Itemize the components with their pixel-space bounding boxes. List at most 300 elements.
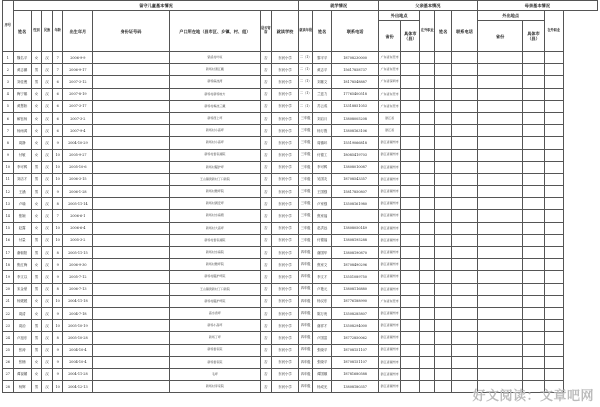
cell-father-city — [401, 283, 420, 295]
cell-grade: 四年级 — [299, 344, 313, 356]
cell-father-city — [401, 100, 420, 112]
cell-father-city — [401, 125, 420, 137]
cell-father-name: 卢家强 — [313, 198, 332, 210]
cell-father-phone: 18708151107 — [332, 344, 379, 356]
header-mother-phone: 联系电话 — [452, 11, 478, 52]
cell-child-name: 杨雨鸿 — [13, 125, 31, 137]
cell-school: 东河小学 — [271, 186, 299, 198]
cell-mother-name — [435, 100, 452, 112]
cell-age: 6 — [52, 112, 63, 124]
header-father-phone: 联系电话 — [332, 11, 379, 52]
site-watermark: 好文阅读：文章吧网 — [472, 389, 594, 404]
cell-gender: 女 — [31, 149, 42, 161]
register-table — [2, 0, 598, 393]
cell-seq: 18 — [3, 259, 14, 271]
cell-school: 东河小学 — [271, 381, 299, 393]
cell-father-phone: 13808180357 — [332, 381, 379, 393]
cell-mother-city — [523, 198, 544, 210]
cell-father-name: 杨成光 — [313, 381, 332, 393]
cell-id-no — [93, 173, 169, 185]
cell-mother-job — [544, 173, 563, 185]
children-register-sheet — [2, 0, 598, 393]
cell-child-name: 黄慧娇 — [13, 100, 31, 112]
cell-father-job — [420, 247, 435, 259]
cell-ethnicity: 汉 — [42, 295, 53, 307]
cell-child-name: 李文以 — [13, 271, 31, 283]
cell-child-name: 黄志鹏 — [13, 64, 31, 76]
cell-father-name: 黎平平 — [313, 52, 332, 64]
cell-mother-job — [544, 125, 563, 137]
header-dob-visible: 出生年月 — [63, 11, 93, 52]
cell-ethnicity: 汉 — [42, 234, 53, 246]
cell-mother-province — [477, 222, 523, 234]
cell-ethnicity: 汉 — [42, 381, 53, 393]
cell-mother-job — [544, 307, 563, 319]
cell-gender: 女 — [31, 307, 42, 319]
cell-age: 10 — [52, 234, 63, 246]
cell-seq: 3 — [3, 76, 14, 88]
cell-grade: 三年级 — [299, 112, 313, 124]
cell-dob: 2004-10-4 — [63, 344, 93, 356]
table-row — [3, 356, 598, 368]
cell-father-phone: 18781680588 — [332, 368, 379, 380]
cell-father-phone: 13508161980 — [332, 198, 379, 210]
cell-child-name: 宋金豪 — [13, 283, 31, 295]
cell-age: 9 — [52, 344, 63, 356]
cell-mother-name — [435, 320, 452, 332]
cell-father-city — [401, 356, 420, 368]
cell-grade: 三年级 — [299, 137, 313, 149]
cell-child-name: 周静 — [13, 137, 31, 149]
header-name: 姓名 — [13, 11, 31, 52]
cell-seq: 5 — [3, 100, 14, 112]
cell-mother-province — [477, 295, 523, 307]
cell-father-job — [420, 100, 435, 112]
cell-id-no — [93, 100, 169, 112]
cell-father-province: 浙江省 — [378, 125, 400, 137]
table-row — [3, 283, 598, 295]
cell-father-name: 焦家文 — [313, 259, 332, 271]
cell-seq: 25 — [3, 344, 14, 356]
cell-father-name: 李可鸭 — [313, 161, 332, 173]
cell-dob: 2004-7-18 — [63, 307, 93, 319]
cell-id-no — [93, 76, 169, 88]
cell-mother-job — [544, 283, 563, 295]
cell-father-city — [401, 234, 420, 246]
cell-age: 9 — [52, 368, 63, 380]
cell-mother-job — [544, 259, 563, 271]
cell-residence: 新场村李家院 — [169, 381, 260, 393]
cell-grade: 二（1） — [299, 88, 313, 100]
cell-id-no — [93, 64, 169, 76]
cell-dob: 2006-6-1 — [63, 210, 93, 222]
cell-child-name: 周治 — [13, 320, 31, 332]
cell-mother-province — [477, 356, 523, 368]
header-seq: 序号 — [3, 1, 14, 52]
cell-mother-city — [523, 64, 544, 76]
header-father-province: 省份 — [378, 21, 400, 52]
cell-father-city — [401, 259, 420, 271]
cell-mother-city — [523, 332, 544, 344]
cell-mother-job — [544, 222, 563, 234]
cell-mother-name — [435, 52, 452, 64]
cell-mother-name — [435, 234, 452, 246]
cell-grade: 二（1） — [299, 64, 313, 76]
cell-father-phone: 13808163106 — [332, 125, 379, 137]
table-row — [3, 307, 598, 319]
cell-seq: 2 — [3, 64, 14, 76]
cell-child-name: 焦红梅 — [13, 259, 31, 271]
cell-ethnicity: 汉 — [42, 332, 53, 344]
cell-seq: 8 — [3, 137, 14, 149]
cell-school: 东河小学 — [271, 52, 299, 64]
cell-mother-phone — [452, 271, 478, 283]
cell-father-name: 王国强 — [313, 186, 332, 198]
cell-boarding: 否 — [261, 259, 272, 271]
cell-residence: 新场雷家院 — [169, 356, 260, 368]
cell-seq: 10 — [3, 161, 14, 173]
cell-mother-province — [477, 332, 523, 344]
cell-mother-province — [477, 198, 523, 210]
cell-ethnicity: 汉 — [42, 210, 53, 222]
cell-father-province: 浙江省湖州市 — [378, 173, 400, 185]
cell-residence: 新场村瞄护坪院 — [169, 295, 260, 307]
cell-boarding: 否 — [261, 149, 272, 161]
cell-grade: 三年级 — [299, 234, 313, 246]
cell-grade: 四年级 — [299, 356, 313, 368]
cell-father-city — [401, 295, 420, 307]
cell-id-no — [93, 332, 169, 344]
cell-mother-job — [544, 234, 563, 246]
cell-gender: 女 — [31, 368, 42, 380]
cell-residence: 新场村小高坪 — [169, 137, 260, 149]
cell-gender: 女 — [31, 100, 42, 112]
cell-age: 10 — [52, 222, 63, 234]
cell-child-name: 王涵 — [13, 186, 31, 198]
cell-father-province: 浙江省湖州市 — [378, 271, 400, 283]
cell-boarding: 否 — [261, 210, 272, 222]
table-row — [3, 295, 598, 307]
cell-school: 东河小学 — [271, 344, 299, 356]
cell-mother-job — [544, 320, 563, 332]
cell-father-job — [420, 271, 435, 283]
cell-boarding: 否 — [261, 295, 272, 307]
cell-dob: 2006-3-15 — [63, 173, 93, 185]
cell-dob: 2005-3-2 — [63, 234, 93, 246]
cell-seq: 4 — [3, 88, 14, 100]
table-row — [3, 137, 598, 149]
cell-father-job — [420, 112, 435, 124]
cell-age: 8 — [52, 283, 63, 295]
cell-mother-job — [544, 332, 563, 344]
cell-grade: 三年级 — [299, 161, 313, 173]
cell-mother-job — [544, 247, 563, 259]
cell-mother-phone — [452, 222, 478, 234]
cell-boarding: 否 — [261, 125, 272, 137]
cell-father-province: 浙江省湖州市 — [378, 320, 400, 332]
cell-child-name: 刘店才 — [13, 173, 31, 185]
cell-father-province: 浙江省湖州市 — [378, 149, 400, 161]
table-row — [3, 344, 598, 356]
cell-gender: 男 — [31, 332, 42, 344]
cell-mother-name — [435, 259, 452, 271]
cell-residence: 新场村雷家湖院 — [169, 149, 260, 161]
cell-school: 东河小学 — [271, 356, 299, 368]
header-father-city: 具体市（县） — [401, 21, 420, 52]
cell-father-city — [401, 76, 420, 88]
cell-father-city — [401, 149, 420, 161]
cell-ethnicity: 汉 — [42, 112, 53, 124]
header-father-job: 在外职业 — [420, 11, 435, 52]
cell-seq: 26 — [3, 356, 14, 368]
cell-mother-province — [477, 344, 523, 356]
cell-mother-phone — [452, 64, 478, 76]
cell-age: 7 — [52, 210, 63, 222]
cell-father-job — [420, 222, 435, 234]
cell-mother-province — [477, 76, 523, 88]
cell-father-phone: 13808195288 — [332, 234, 379, 246]
cell-child-name: 卢瑜 — [13, 198, 31, 210]
cell-father-phone: 15617858737 — [332, 64, 379, 76]
cell-mother-city — [523, 125, 544, 137]
cell-id-no — [93, 125, 169, 137]
cell-father-name: 李文才 — [313, 271, 332, 283]
cell-grade: 二（1） — [299, 100, 313, 112]
header-id-no: 身份证号码 — [93, 11, 169, 52]
cell-ethnicity: 汉 — [42, 161, 53, 173]
cell-mother-phone — [452, 344, 478, 356]
cell-father-job — [420, 149, 435, 161]
cell-child-name: 卢旭东 — [13, 332, 31, 344]
cell-mother-province — [477, 186, 523, 198]
cell-school: 东河小学 — [271, 161, 299, 173]
cell-ethnicity: 汉 — [42, 186, 53, 198]
cell-father-job — [420, 259, 435, 271]
cell-father-name: 杨万胜 — [313, 125, 332, 137]
cell-father-name: 周镇环 — [313, 137, 332, 149]
cell-child-name: 谭禄媚 — [13, 368, 31, 380]
cell-father-job — [420, 88, 435, 100]
cell-mother-city — [523, 295, 544, 307]
cell-ethnicity: 汉 — [42, 271, 53, 283]
header-ethnicity: 民族 — [42, 11, 53, 52]
cell-mother-phone — [452, 125, 478, 137]
cell-seq: 20 — [3, 283, 14, 295]
cell-father-phone: 18708230000 — [332, 52, 379, 64]
cell-school: 东河小学 — [271, 259, 299, 271]
cell-father-phone: 13808005208 — [332, 112, 379, 124]
cell-mother-city — [523, 247, 544, 259]
cell-boarding: 否 — [261, 332, 272, 344]
cell-ethnicity: 汉 — [42, 307, 53, 319]
cell-dob: 2005-10-19 — [63, 320, 93, 332]
cell-boarding: 否 — [261, 320, 272, 332]
cell-mother-name — [435, 88, 452, 100]
cell-age: 9 — [52, 137, 63, 149]
cell-age: 10 — [52, 173, 63, 185]
cell-age: 8 — [52, 247, 63, 259]
cell-grade: 四年级 — [299, 295, 313, 307]
cell-grade: 四年级 — [299, 247, 313, 259]
cell-father-province: 广东省东莞市 — [378, 88, 400, 100]
cell-mother-name — [435, 76, 452, 88]
cell-school: 东河小学 — [271, 64, 299, 76]
cell-school: 东河小学 — [271, 100, 299, 112]
table-row — [3, 320, 598, 332]
cell-mother-name — [435, 125, 452, 137]
cell-grade: 四年级 — [299, 259, 313, 271]
cell-school: 东河小学 — [271, 198, 299, 210]
cell-dob: 2004-10-4 — [63, 356, 93, 368]
cell-ethnicity: 汉 — [42, 137, 53, 149]
cell-dob: 2004-10-29 — [63, 137, 93, 149]
cell-school: 东河小学 — [271, 234, 299, 246]
cell-father-province: 广东省深圳市 — [378, 76, 400, 88]
cell-id-no — [93, 137, 169, 149]
cell-father-name: 张晓平 — [313, 344, 332, 356]
cell-residence: 新场小高坪 — [169, 320, 260, 332]
cell-mother-job — [544, 271, 563, 283]
cell-child-name: 李可鸭 — [13, 161, 31, 173]
cell-ethnicity: 汉 — [42, 222, 53, 234]
cell-boarding: 否 — [261, 76, 272, 88]
cell-mother-province — [477, 271, 523, 283]
cell-father-city — [401, 271, 420, 283]
cell-residence: 新场村清江藏 — [169, 64, 260, 76]
cell-school: 东河小学 — [271, 173, 299, 185]
cell-age: 9 — [52, 356, 63, 368]
header-mother-job: 在外职业 — [544, 11, 563, 52]
cell-school: 东河小学 — [271, 295, 299, 307]
cell-father-province: 浙江省湖州市 — [378, 307, 400, 319]
cell-mother-phone — [452, 356, 478, 368]
cell-mother-job — [544, 210, 563, 222]
cell-gender: 女 — [31, 112, 42, 124]
cell-age: 10 — [52, 381, 63, 393]
cell-father-name: 刘启月 — [313, 112, 332, 124]
cell-dob: 2005-11-14 — [63, 198, 93, 210]
cell-mother-province — [477, 234, 523, 246]
cell-grade: 三年级 — [299, 210, 313, 222]
cell-father-phone: 18085419703 — [332, 149, 379, 161]
cell-mother-city — [523, 186, 544, 198]
table-row — [3, 64, 598, 76]
cell-father-name: 卢国富 — [313, 332, 332, 344]
table-row — [3, 149, 598, 161]
cell-id-no — [93, 247, 169, 259]
cell-dob: 2007-8-19 — [63, 88, 93, 100]
cell-father-province: 浙江省 — [378, 112, 400, 124]
cell-father-phone: 13551089750 — [332, 271, 379, 283]
cell-father-phone: 17765400518 — [332, 88, 379, 100]
cell-father-name: 谢国华 — [313, 247, 332, 259]
table-row — [3, 259, 598, 271]
cell-mother-phone — [452, 234, 478, 246]
cell-gender: 男 — [31, 271, 42, 283]
cell-father-phone: 18708490296 — [332, 259, 379, 271]
cell-gender: 男 — [31, 344, 42, 356]
cell-father-city — [401, 112, 420, 124]
cell-mother-phone — [452, 149, 478, 161]
cell-father-phone: 18708151107 — [332, 356, 379, 368]
cell-id-no — [93, 356, 169, 368]
cell-father-province: 广东省东莞市 — [378, 295, 400, 307]
cell-father-phone: 15519066818 — [332, 137, 379, 149]
cell-ethnicity: 汉 — [42, 173, 53, 185]
cell-child-name: 周清 — [13, 307, 31, 319]
cell-mother-province — [477, 368, 523, 380]
cell-father-job — [420, 173, 435, 185]
cell-seq: 17 — [3, 247, 14, 259]
cell-mother-city — [523, 356, 544, 368]
cell-father-city — [401, 161, 420, 173]
cell-residence: 新场村瞄护坪 — [169, 161, 260, 173]
cell-id-no — [93, 271, 169, 283]
cell-father-job — [420, 234, 435, 246]
cell-age: 10 — [52, 320, 63, 332]
header-mother-city: 具体市（县） — [523, 21, 544, 52]
cell-residence: 新场村梅池三藏 — [169, 100, 260, 112]
cell-ethnicity: 汉 — [42, 356, 53, 368]
cell-mother-name — [435, 271, 452, 283]
cell-mother-phone — [452, 283, 478, 295]
cell-father-city — [401, 320, 420, 332]
cell-mother-name — [435, 149, 452, 161]
table-row — [3, 112, 598, 124]
cell-dob: 2006-9-30 — [63, 259, 93, 271]
header-mother-province: 省份 — [477, 21, 523, 52]
cell-school: 东河小学 — [271, 247, 299, 259]
table-row — [3, 125, 598, 137]
cell-mother-city — [523, 344, 544, 356]
cell-mother-job — [544, 161, 563, 173]
cell-child-name: 焦婉 — [13, 210, 31, 222]
cell-residence: 新场村瞄护坪院 — [169, 271, 260, 283]
cell-ethnicity: 汉 — [42, 198, 53, 210]
cell-age: 6 — [52, 88, 63, 100]
cell-mother-name — [435, 332, 452, 344]
cell-father-phone: 13508285807 — [332, 307, 379, 319]
cell-father-city — [401, 52, 420, 64]
cell-mother-phone — [452, 332, 478, 344]
cell-boarding: 否 — [261, 100, 272, 112]
cell-father-province: 浙江省湖州市 — [378, 234, 400, 246]
cell-father-province: 浙江省湖州市 — [378, 283, 400, 295]
cell-school: 东河小学 — [271, 368, 299, 380]
cell-age: 9 — [52, 259, 63, 271]
header-mother-section: 母亲基本情况 — [477, 1, 597, 11]
cell-seq: 21 — [3, 295, 14, 307]
cell-father-job — [420, 161, 435, 173]
cell-gender: 女 — [31, 356, 42, 368]
cell-mother-name — [435, 295, 452, 307]
cell-father-province: 浙江省湖州市 — [378, 368, 400, 380]
cell-father-city — [401, 307, 420, 319]
table-row — [3, 210, 598, 222]
cell-ethnicity: 汉 — [42, 259, 53, 271]
cell-id-no — [93, 320, 169, 332]
cell-mother-city — [523, 368, 544, 380]
cell-father-province: 浙江省湖州市 — [378, 381, 400, 393]
cell-father-name: 刘雄文 — [313, 76, 332, 88]
cell-father-city — [401, 247, 420, 259]
header-child-section: 留守儿童基本情况 — [13, 1, 299, 11]
cell-ethnicity: 汉 — [42, 320, 53, 332]
cell-father-phone: 18776188990 — [332, 295, 379, 307]
cell-mother-phone — [452, 52, 478, 64]
cell-dob: 2006-7-13 — [63, 283, 93, 295]
cell-gender: 男 — [31, 64, 42, 76]
